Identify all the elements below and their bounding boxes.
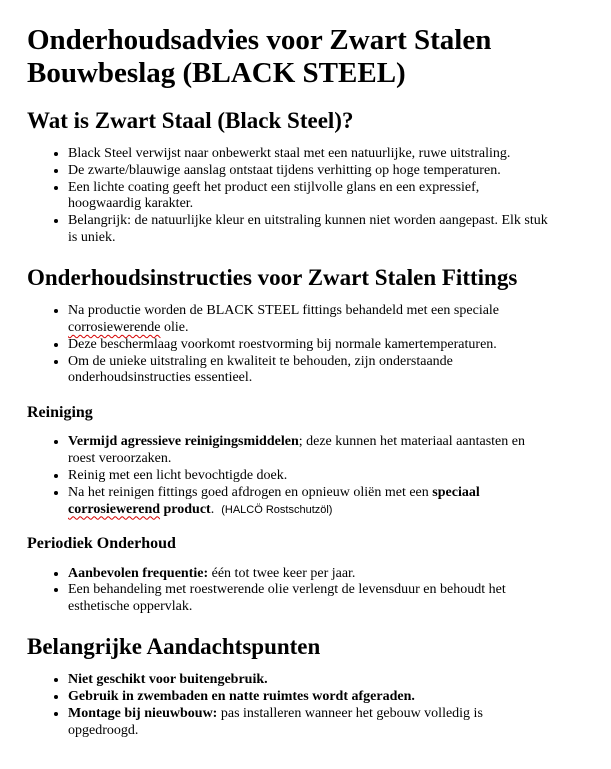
subsection-heading: Reiniging [27, 404, 93, 422]
list-item [68, 146, 548, 163]
text-run: Black Steel verwijst naar onbewerkt staal met een natuurlijke, ruwe uitstraling. [68, 145, 511, 161]
text-run: olie. [160, 319, 189, 335]
text-run: Een behandeling met roestwerende olie verlengt de levensduur en behoudt het esthetische oppervlak. [68, 582, 506, 615]
text-run: product [160, 501, 211, 517]
document-title: Onderhoudsadvies voor Zwart Stalen Bouwbeslag (BLACK STEEL) [27, 24, 492, 89]
bullet-list [27, 303, 548, 387]
document-body [27, 108, 548, 740]
text-run: Een lichte coating geeft het product een stijlvolle glans en een expressief, hoogwaardig karakter. [68, 179, 480, 212]
list-item [68, 566, 548, 583]
text-run: Om de unieke uitstraling en kwaliteit te behouden, zijn onderstaande onderhoudsinstructies essentieel. [68, 353, 453, 386]
text-run: corrosiewerende [68, 319, 161, 335]
text-run: Niet geschikt voor buitengebruik. [68, 672, 268, 688]
section-heading: Belangrijke Aandachtspunten [27, 633, 321, 659]
list-item [68, 582, 548, 616]
list-item [68, 180, 548, 214]
list-item [68, 434, 548, 468]
list-item [68, 303, 548, 337]
text-run: (HALCÖ Rostschutzöl) [221, 503, 333, 516]
text-run: Deze beschermlaag voorkomt roestvorming bij normale kamertemperaturen. [68, 336, 497, 352]
text-run: De zwarte/blauwige aanslag ontstaat tijdens verhitting op hoge temperaturen. [68, 162, 501, 178]
text-run: Aanbevolen frequentie: [68, 565, 209, 581]
section-heading: Wat is Zwart Staal (Black Steel)? [27, 107, 354, 133]
text-run: pas installeren wanneer het gebouw volledig is opgedroogd. [68, 705, 483, 738]
text-run: Na productie worden de BLACK STEEL fittings behandeld met een speciale [68, 303, 500, 319]
list-item [68, 354, 548, 388]
list-item [68, 468, 548, 485]
bullet-list [27, 434, 548, 518]
text-run: . [210, 501, 215, 517]
list-item [68, 337, 548, 354]
bullet-list [27, 672, 548, 739]
text-run: Reinig met een licht bevochtigde doek. [68, 467, 288, 483]
section-heading: Onderhoudsinstructies voor Zwart Stalen Fittings [27, 264, 518, 290]
list-item [68, 163, 548, 180]
bullet-list [27, 566, 548, 616]
text-run: speciaal [432, 484, 480, 500]
text-run: Na het reinigen fittings goed afdrogen en opnieuw oliën met een [68, 484, 433, 500]
text-run: Belangrijk: de natuurlijke kleur en uitstraling kunnen niet worden aangepast. Elk stuk is uniek. [68, 213, 548, 245]
subsection-heading: Periodiek Onderhoud [27, 535, 176, 553]
text-run: één tot twee keer per jaar. [208, 565, 356, 581]
list-item [68, 485, 548, 519]
list-item [68, 689, 548, 706]
list-item [68, 672, 548, 689]
bullet-list [27, 146, 548, 247]
list-item [68, 706, 548, 740]
text-run: corrosiewerend [68, 501, 161, 517]
list-item [68, 213, 548, 247]
text-run: Vermijd agressieve reinigingsmiddelen [68, 434, 299, 450]
text-run: Gebruik in zwembaden en natte ruimtes wordt afgeraden. [68, 689, 415, 705]
text-run: Montage bij nieuwbouw: [68, 705, 218, 721]
text-run: ; deze kunnen het materiaal aantasten en roest veroorzaken. [68, 434, 525, 467]
